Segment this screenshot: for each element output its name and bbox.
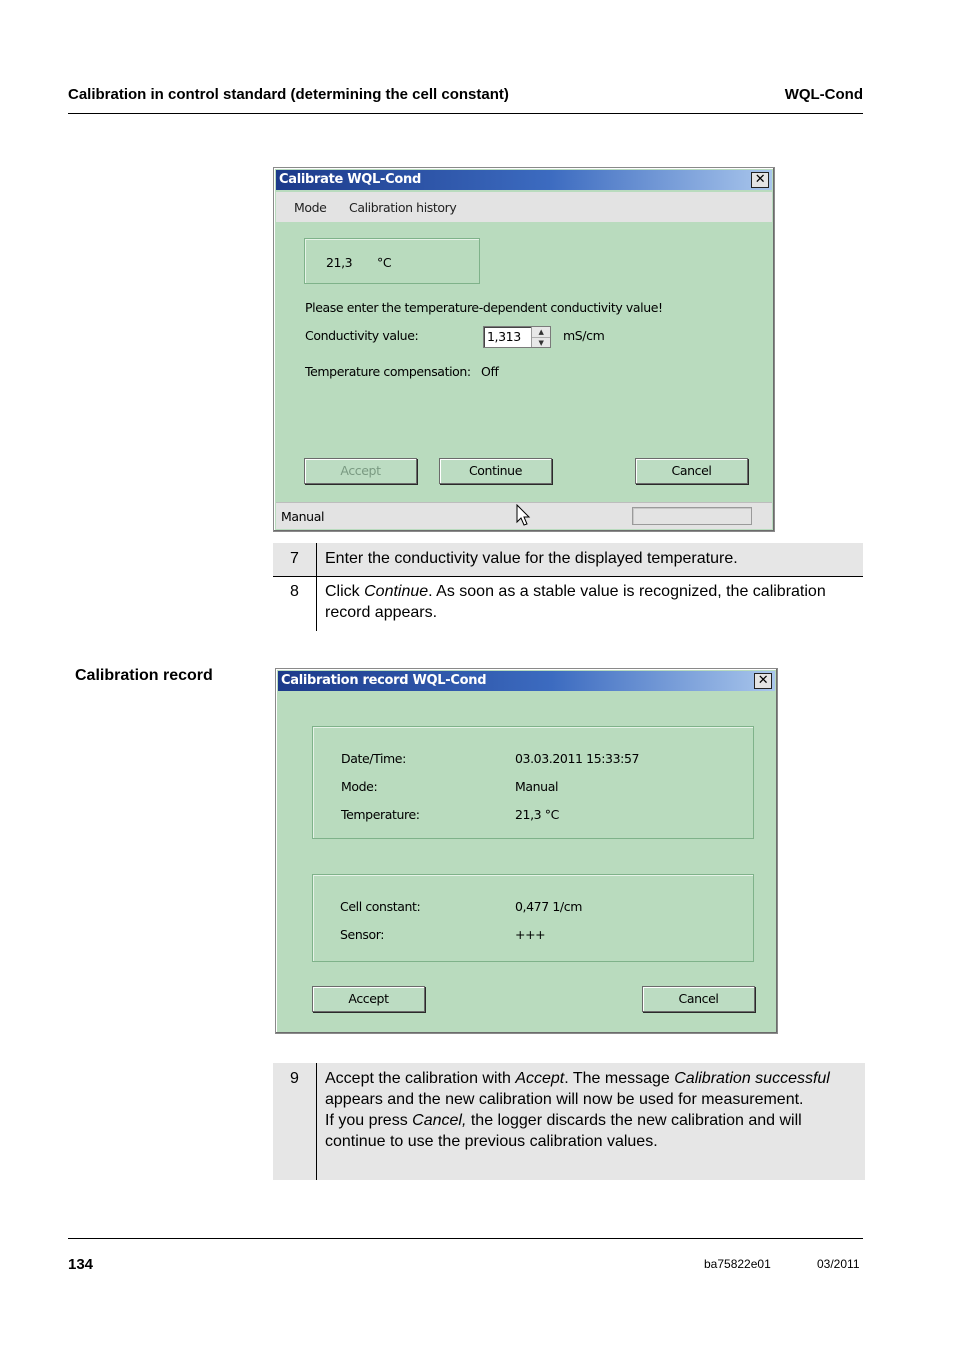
accept-button[interactable]: Accept: [312, 986, 425, 1012]
page-header-product: WQL-Cond: [784, 86, 863, 103]
step-number: 8: [290, 583, 299, 600]
record-group-general: [312, 726, 754, 839]
conductivity-stepper[interactable]: [483, 326, 551, 348]
status-panel: [632, 507, 752, 525]
temperature-value: 21,3: [326, 255, 353, 270]
record-dialog-titlebar[interactable]: [278, 671, 775, 691]
footer-rule: [68, 1238, 863, 1239]
record-dialog-title: Calibration record WQL-Cond: [281, 673, 487, 688]
document-id: ba75822e01: [704, 1257, 771, 1271]
step-text: Enter the conductivity value for the displayed temperature.: [325, 550, 738, 567]
conductivity-unit: mS/cm: [563, 328, 605, 343]
step-text: Click Continue. As soon as a stable value is recognized, the calibration record appears.: [325, 583, 826, 621]
record-group-result: [312, 874, 754, 962]
record-label: Date/Time:: [341, 751, 406, 766]
calibrate-dialog: [273, 167, 775, 532]
close-icon[interactable]: ✕: [751, 172, 769, 188]
temperature-display: [304, 238, 480, 284]
temp-compensation-value: Off: [481, 364, 499, 379]
accept-button[interactable]: Accept: [304, 458, 417, 484]
continue-button[interactable]: Continue: [439, 458, 552, 484]
calibration-record-dialog: [275, 668, 778, 1034]
calibrate-dialog-titlebar[interactable]: [276, 170, 772, 190]
stepper-down-icon[interactable]: ▼: [538, 339, 544, 347]
temp-compensation-label: Temperature compensation:: [305, 364, 471, 379]
mouse-cursor-icon: [516, 504, 532, 528]
page-number: 134: [68, 1256, 94, 1273]
calibrate-dialog-title: Calibrate WQL-Cond: [279, 172, 421, 187]
close-icon[interactable]: ✕: [754, 673, 772, 689]
record-value: Manual: [515, 779, 559, 794]
record-label: Mode:: [341, 779, 378, 794]
record-value: 21,3 °C: [515, 807, 559, 822]
cancel-button[interactable]: Cancel: [642, 986, 755, 1012]
record-value: +++: [515, 927, 546, 942]
stepper-up-icon[interactable]: ▲: [532, 327, 550, 338]
conductivity-input[interactable]: 1,313: [487, 329, 521, 344]
page-header-title: Calibration in control standard (determining the cell constant): [68, 86, 509, 103]
record-label: Temperature:: [341, 807, 420, 822]
record-value: 0,477 1/cm: [515, 899, 582, 914]
header-rule: [68, 113, 863, 114]
menu-calibration-history[interactable]: Calibration history: [349, 200, 457, 215]
conductivity-label: Conductivity value:: [305, 328, 419, 343]
record-label: Cell constant:: [340, 899, 421, 914]
stepper-buttons: [531, 327, 550, 347]
step-column-line: [316, 1063, 317, 1180]
calibration-prompt: Please enter the temperature-dependent conductivity value!: [305, 300, 663, 315]
step-column-line: [316, 543, 317, 631]
step-divider: [273, 576, 863, 577]
step-text: Accept the calibration with Accept. The message Calibration successful appears and the new calibration will now be used for measurement. If you press Cancel, the logger discards the new calibration and will continue to use the previous calibration values.: [325, 1070, 830, 1150]
step-number: 9: [290, 1070, 299, 1087]
record-value: 03.03.2011 15:33:57: [515, 751, 640, 766]
step-number: 7: [290, 550, 299, 567]
section-heading: Calibration record: [75, 667, 213, 684]
record-label: Sensor:: [340, 927, 385, 942]
menu-bar: [276, 192, 772, 222]
cancel-button[interactable]: Cancel: [635, 458, 748, 484]
document-date: 03/2011: [817, 1257, 860, 1271]
status-mode: Manual: [281, 509, 325, 524]
temperature-unit: °C: [377, 255, 392, 270]
menu-mode[interactable]: Mode: [294, 200, 327, 215]
